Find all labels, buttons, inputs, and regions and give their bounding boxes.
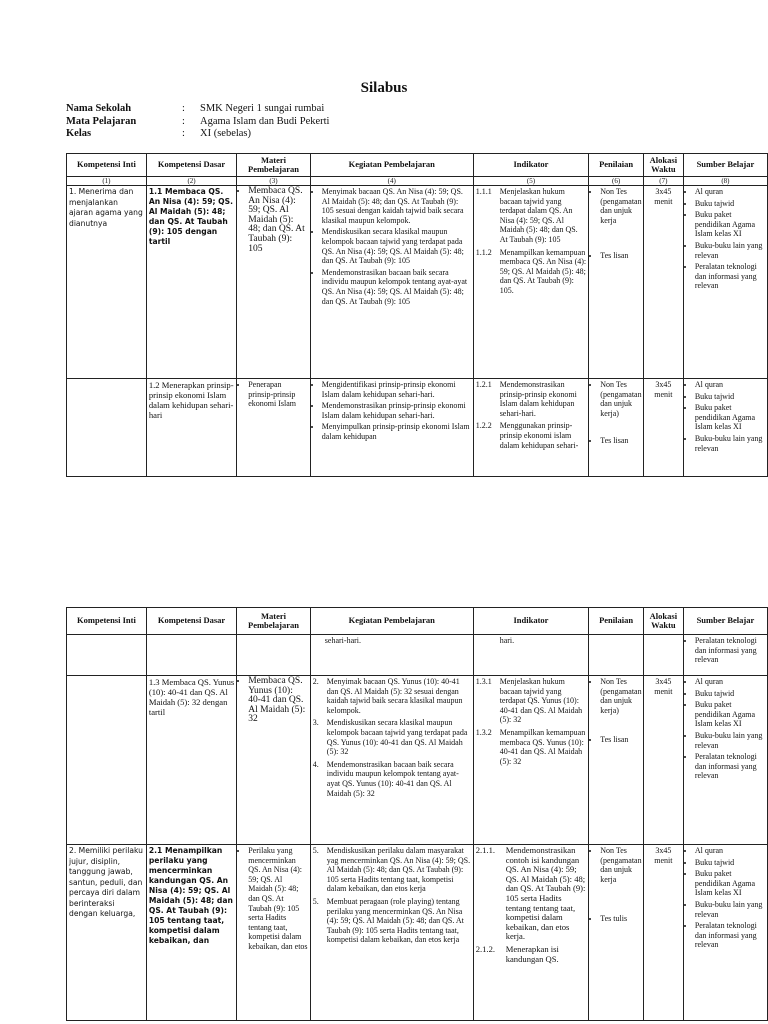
- penilaian-cell: [589, 676, 644, 845]
- list-item: 3. Mendiskusikan secara klasikal maupun kelompok bacaan tajwid yang terdapat pada QS. Yunus (10): 40-41 dan QS. Al Maidah (5): 32: [312, 718, 468, 757]
- list-item: • Non Tes (pengamatan dan unjuk kerja): [600, 677, 641, 715]
- document-meta: [66, 103, 329, 141]
- alokasi-cell: 3x45 menit: [643, 379, 683, 477]
- alokasi-cell: 3x45 menit: [643, 676, 683, 845]
- kompetensi-dasar-cell: 2.1 Menampilkan perilaku yang mencerminkan kandungan QS. An Nisa (4): 59; QS. Al Maidah (5): 48; dan QS. At Taubah (9): 105 tentang taat, kompetisi dalam kebaikan, dan: [146, 845, 236, 1021]
- kegiatan-cell: sehari-hari.: [310, 635, 473, 676]
- kompetensi-dasar-cell: 1.1 Membaca QS. An Nisa (4): 59; QS. Al Maidah (5): 48; dan QS. At Taubah (9): 105 dengan tartil: [146, 186, 236, 379]
- col-header: Kompetensi Dasar: [146, 608, 236, 635]
- list-item: • Tes tulis: [600, 914, 641, 924]
- list-item: 5. Mendiskusikan perilaku dalam masyarakat yag mencerminkan QS. An Nisa (4): 59; QS. Al Maidah (5): 48; dan QS. At Taubah (9): 105 serta Hadits tentang taat, kompetisi dalam kebaikan, dan etos kerja: [312, 846, 471, 894]
- penilaian-cell: [589, 186, 644, 379]
- kompetensi-inti-cell: [67, 635, 147, 676]
- table-row: [67, 186, 768, 379]
- list-item: 2. Menyimak bacaan QS. Yunus (10): 40-41 dan QS. Al Maidah (5): 32 sesuai dengan kaidah tajwid baik secara klasikal maupun kelompok.: [312, 677, 463, 715]
- page-title: Silabus: [360, 80, 408, 96]
- col-header: Indikator: [473, 154, 589, 177]
- list-item: • Mendiskusikan secara klasikal maupun kelompok bacaan tajwid yang terdapat pada QS. An Nisa (4): 59; QS. Al Maidah (5): 48; dan QS. At Taubah (9): 105: [322, 227, 471, 265]
- sumber-cell: [683, 635, 767, 676]
- col-header: Kompetensi Inti: [67, 154, 147, 177]
- alokasi-cell: [643, 635, 683, 676]
- penilaian-cell: [589, 845, 644, 1021]
- list-item: • Menyimpulkan prinsip-prinsip ekonomi Islam dalam kehidupan: [322, 422, 471, 441]
- list-item: • Al quran: [695, 677, 765, 687]
- col-number: (6): [589, 177, 644, 186]
- col-header: Materi Pembelajaran: [237, 608, 311, 635]
- list-item: • Buku-buku lain yang relevan: [695, 900, 765, 919]
- indikator-cell: [473, 379, 589, 477]
- list-item: • Al quran: [695, 187, 765, 197]
- list-item: 1.1.1 Menjelaskan hukum bacaan tajwid yang terdapat dalam QS. An Nisa (4): 59; QS. Al Maidah (5): 48; dan QS. At Taubah (9): 105: [475, 187, 578, 244]
- kompetensi-dasar-cell: 1.3 Membaca QS. Yunus (10): 40-41 dan QS. Al Maidah (5): 32 dengan tartil: [146, 676, 236, 845]
- list-item: • Membaca QS. An Nisa (4): 59; QS. Al Maidah (5): 48; dan QS. At Taubah (9): 105: [248, 187, 308, 254]
- kompetensi-inti-cell: [67, 379, 147, 477]
- col-header: Penilaian: [589, 608, 644, 635]
- list-item: • Menyimak bacaan QS. An Nisa (4): 59; QS. Al Maidah (5): 48; dan QS. At Taubah (9): 105 sesuai dengan kaidah tajwid baik secara klasikal maupun kelompok.: [322, 187, 471, 225]
- list-item: • Mendemonstrasikan prinsip-prinsip ekonomi Islam dalam kehidupan sehari-hari.: [322, 401, 471, 420]
- materi-cell: [237, 635, 311, 676]
- materi-cell: [237, 676, 311, 845]
- materi-cell: [237, 186, 311, 379]
- kompetensi-inti-cell: [67, 676, 147, 845]
- col-number: (5): [473, 177, 589, 186]
- materi-cell: [237, 379, 311, 477]
- col-number: (2): [146, 177, 236, 186]
- meta-row-school: Nama Sekolah : SMK Negeri 1 sungai rumbai: [66, 103, 325, 114]
- kegiatan-cell: [310, 186, 473, 379]
- col-header: Kompetensi Dasar: [146, 154, 236, 177]
- col-header: Kegiatan Pembelajaran: [310, 608, 473, 635]
- penilaian-cell: [589, 379, 644, 477]
- list-item: • Mendemonstrasikan bacaan baik secara individu maupun kelompok tentang ayat-ayat QS. An Nisa (4): 59; QS. Al Maidah (5): 48; dan QS. At Taubah (9): 105: [322, 268, 471, 306]
- list-item: • Buku tajwid: [695, 392, 765, 402]
- kegiatan-cell: [310, 845, 473, 1021]
- meta-value: SMK Negeri 1 sungai rumbai: [200, 103, 325, 114]
- list-item: • Tes lisan: [600, 436, 641, 446]
- sumber-cell: [683, 379, 767, 477]
- list-item: • Membaca QS. Yunus (10): 40-41 dan QS. Al Maidah (5): 32: [248, 677, 308, 725]
- list-item: 1.3.2 Menampilkan kemampuan membaca QS. Yunus (10): 40-41 dan QS. Al Maidah (5): 32: [475, 727, 586, 766]
- meta-row-class: Kelas : XI (sebelas): [66, 128, 252, 139]
- meta-value: Agama Islam dan Budi Pekerti: [200, 115, 330, 127]
- sumber-cell: [683, 186, 767, 379]
- list-item: • Perilaku yang mencerminkan QS. An Nisa (4): 59; QS. Al Maidah (5): 48; dan QS. At Taubah (9): 105 serta Hadits tentang taat, kompetisi dalam kebaikan, dan etos: [248, 846, 308, 952]
- table-header-row: [67, 608, 768, 635]
- table-row: [67, 845, 768, 1021]
- list-item: • Non Tes (pengamatan dan unjuk kerja: [600, 846, 641, 884]
- list-item: • Buku paket pendidikan Agama Islam kelas XI: [695, 869, 765, 898]
- list-item: 1.2.2 Menggunakan prinsip-prinsip ekonomi islam dalam kehidupan sehari-: [475, 421, 579, 450]
- col-number: (1): [67, 177, 147, 186]
- syllabus-table-1: [66, 153, 768, 477]
- list-item: • Peralatan teknologi dan informasi yang relevan: [695, 262, 765, 291]
- col-number: (4): [310, 177, 473, 186]
- list-item: • Buku-buku lain yang relevan: [695, 731, 765, 750]
- indikator-cell: [473, 186, 589, 379]
- kompetensi-inti-cell: 1. Menerima dan menjalankan ajaran agama yang dianutnya: [67, 186, 147, 379]
- list-item: • Mengidentifikasi prinsip-prinsip ekonomi Islam dalam kehidupan sehari-hari.: [322, 380, 471, 399]
- meta-value: XI (sebelas): [200, 128, 252, 139]
- list-item: • Peralatan teknologi dan informasi yang relevan: [695, 636, 765, 665]
- col-header: Indikator: [473, 608, 589, 635]
- list-item: 1.2.1 Mendemonstrasikan prinsip-prinsip ekonomi Islam dalam kehidupan sehari-hari.: [475, 380, 577, 418]
- list-item: • Peralatan teknologi dan informasi yang relevan: [695, 921, 765, 950]
- list-item: • Non Tes (pengamatan dan unjuk kerja: [600, 187, 641, 225]
- list-item: • Non Tes (pengamatan dan unjuk kerja): [600, 380, 641, 418]
- penilaian-cell: [589, 635, 644, 676]
- list-item: 5. Membuat peragaan (role playing) tentang perilaku yang mencerminkan QS. An Nisa (4): 59; QS. Al Maidah (5): 48; dan QS. At Taubah (9): 105 serta Hadits tentang taat, kompetisi dalam kebaikan, dan etos kerja: [312, 896, 464, 945]
- alokasi-cell: 3x45 menit: [643, 186, 683, 379]
- table-row: [67, 635, 768, 676]
- meta-row-subject: Mata Pelajaran : Agama Islam dan Budi Pekerti: [66, 115, 330, 127]
- materi-cell: [237, 845, 311, 1021]
- col-header: Penilaian: [589, 154, 644, 177]
- table-row: [67, 676, 768, 845]
- column-number-row: [67, 177, 768, 186]
- alokasi-cell: 3x45 menit: [643, 845, 683, 1021]
- col-number: (3): [237, 177, 311, 186]
- col-header: Materi Pembelajaran: [237, 154, 311, 177]
- list-item: 2.1.1. Mendemonstrasikan contoh isi kandungan QS. An Nisa (4): 59; QS. Al Maidah (5): 48; dan QS. At Taubah (9): 105 serta Hadits tentang tentang taat, kompetisi dalam kebaikan, dan etos kerja.: [475, 845, 586, 942]
- col-header: Alokasi Waktu: [643, 608, 683, 635]
- kompetensi-inti-cell: 2. Memiliki perilaku jujur, disiplin, tanggung jawab, santun, peduli, dan percaya diri dalam berinteraksi dengan keluarga,: [67, 845, 147, 1021]
- list-item: • Buku paket pendidikan Agama Islam kelas XI: [695, 210, 765, 239]
- list-item: • Al quran: [695, 380, 765, 390]
- col-number: (8): [683, 177, 767, 186]
- col-number: (7): [643, 177, 683, 186]
- list-item: • Tes lisan: [600, 735, 641, 745]
- list-item: • Buku paket pendidikan Agama Islam kelas XI: [695, 403, 765, 432]
- meta-key: Nama Sekolah: [66, 103, 132, 114]
- list-item: 4. Mendemonstrasikan bacaan baik secara individu maupun kelompok tentang ayat-ayat QS. Yunus (10): 40-41 dan QS. Al Maidah (5): 32: [312, 759, 459, 798]
- col-header: Sumber Belajar: [683, 608, 767, 635]
- list-item: • Buku-buku lain yang relevan: [695, 241, 765, 260]
- table-header-row: [67, 154, 768, 177]
- list-item: • Buku paket pendidikan Agama Islam kelas XI: [695, 700, 765, 729]
- indikator-cell: [473, 676, 589, 845]
- list-item: • Buku-buku lain yang relevan: [695, 434, 765, 453]
- list-item: • Tes lisan: [600, 251, 641, 261]
- table-row: [67, 379, 768, 477]
- col-header: Kompetensi Inti: [67, 608, 147, 635]
- list-item: • Al quran: [695, 846, 765, 856]
- kompetensi-dasar-cell: [146, 635, 236, 676]
- meta-key: Mata Pelajaran: [66, 115, 137, 127]
- indikator-cell: hari.: [473, 635, 589, 676]
- sumber-cell: [683, 845, 767, 1021]
- list-item: • Penerapan prinsip-prinsip ekonomi Islam: [248, 380, 308, 409]
- col-header: Kegiatan Pembelajaran: [310, 154, 473, 177]
- list-item: 1.1.2 Menampilkan kemampuan membaca QS. An Nisa (4): 59; QS. Al Maidah (5): 48; dan QS. At Taubah (9): 105.: [475, 247, 587, 295]
- col-header: Sumber Belajar: [683, 154, 767, 177]
- list-item: • Buku tajwid: [695, 199, 765, 209]
- list-item: • Buku tajwid: [695, 689, 765, 699]
- list-item: 2.1.2. Menerapkan isi kandungan QS.: [475, 943, 559, 964]
- meta-key: Kelas: [66, 128, 92, 139]
- kompetensi-dasar-cell: 1.2 Menerapkan prinsip-prinsip ekonomi Islam dalam kehidupan sehari-hari: [146, 379, 236, 477]
- syllabus-table-2: [66, 607, 768, 1021]
- list-item: • Peralatan teknologi dan informasi yang relevan: [695, 752, 765, 781]
- kegiatan-cell: [310, 676, 473, 845]
- kegiatan-cell: [310, 379, 473, 477]
- sumber-cell: [683, 676, 767, 845]
- list-item: 1.3.1 Menjelaskan hukum bacaan tajwid yang terdapat QS. Yunus (10): 40-41 dan QS. Al Maidah (5): 32: [475, 677, 583, 725]
- list-item: • Buku tajwid: [695, 858, 765, 868]
- indikator-cell: [473, 845, 589, 1021]
- col-header: Alokasi Waktu: [643, 154, 683, 177]
